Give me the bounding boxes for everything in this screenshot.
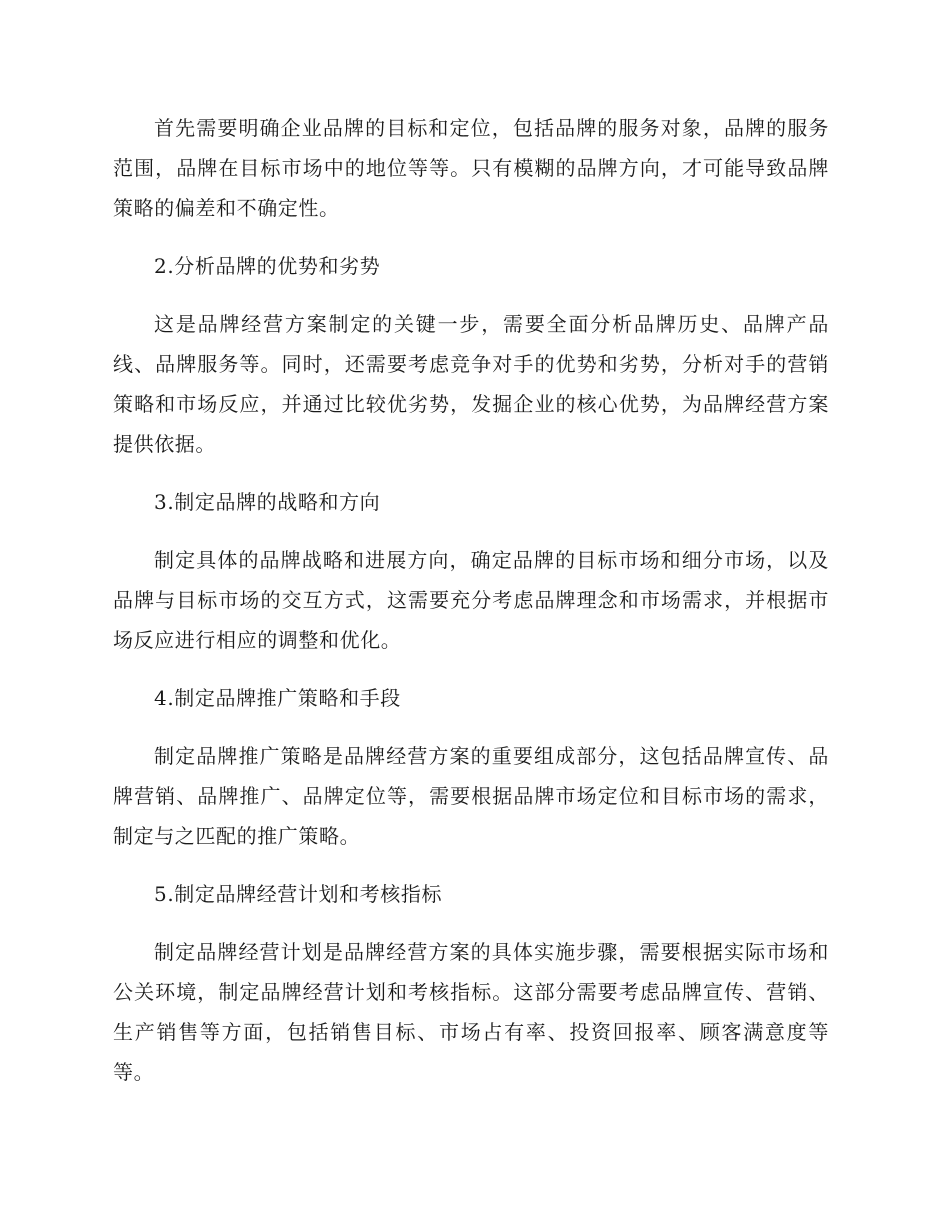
section-heading-3: 3.制定品牌的战略和方向 <box>154 490 381 514</box>
section-heading-2: 2.分析品牌的优势和劣势 <box>154 254 381 278</box>
section-heading-5: 5.制定品牌经营计划和考核指标 <box>154 882 443 906</box>
paragraph-brand-positioning: 首先需要明确企业品牌的目标和定位，包括品牌的服务对象，品牌的服务范围，品牌在目标市场中的地位等等。只有模糊的品牌方向，才可能导致品牌策略的偏差和不确定性。 <box>113 116 829 220</box>
section-heading-4: 4.制定品牌推广策略和手段 <box>154 686 401 710</box>
document-body <box>113 108 829 1110</box>
paragraph-strengths-weaknesses: 这是品牌经营方案制定的关键一步，需要全面分析品牌历史、品牌产品线、品牌服务等。同时，还需要考虑竞争对手的优势和劣势，分析对手的营销策略和市场反应，并通过比较优劣势，发掘企业的核心优势，为品牌经营方案提供依据。 <box>113 312 829 456</box>
paragraph-promotion-strategy: 制定品牌推广策略是品牌经营方案的重要组成部分，这包括品牌宣传、品牌营销、品牌推广、品牌定位等，需要根据品牌市场定位和目标市场的需求，制定与之匹配的推广策略。 <box>113 744 829 848</box>
paragraph-strategy-direction: 制定具体的品牌战略和进展方向，确定品牌的目标市场和细分市场，以及品牌与目标市场的交互方式，这需要充分考虑品牌理念和市场需求，并根据市场反应进行相应的调整和优化。 <box>113 548 829 652</box>
paragraph-operation-plan: 制定品牌经营计划是品牌经营方案的具体实施步骤，需要根据实际市场和公关环境，制定品牌经营计划和考核指标。这部分需要考虑品牌宣传、营销、生产销售等方面，包括销售目标、市场占有率、投资回报率、顾客满意度等等。 <box>113 940 829 1084</box>
